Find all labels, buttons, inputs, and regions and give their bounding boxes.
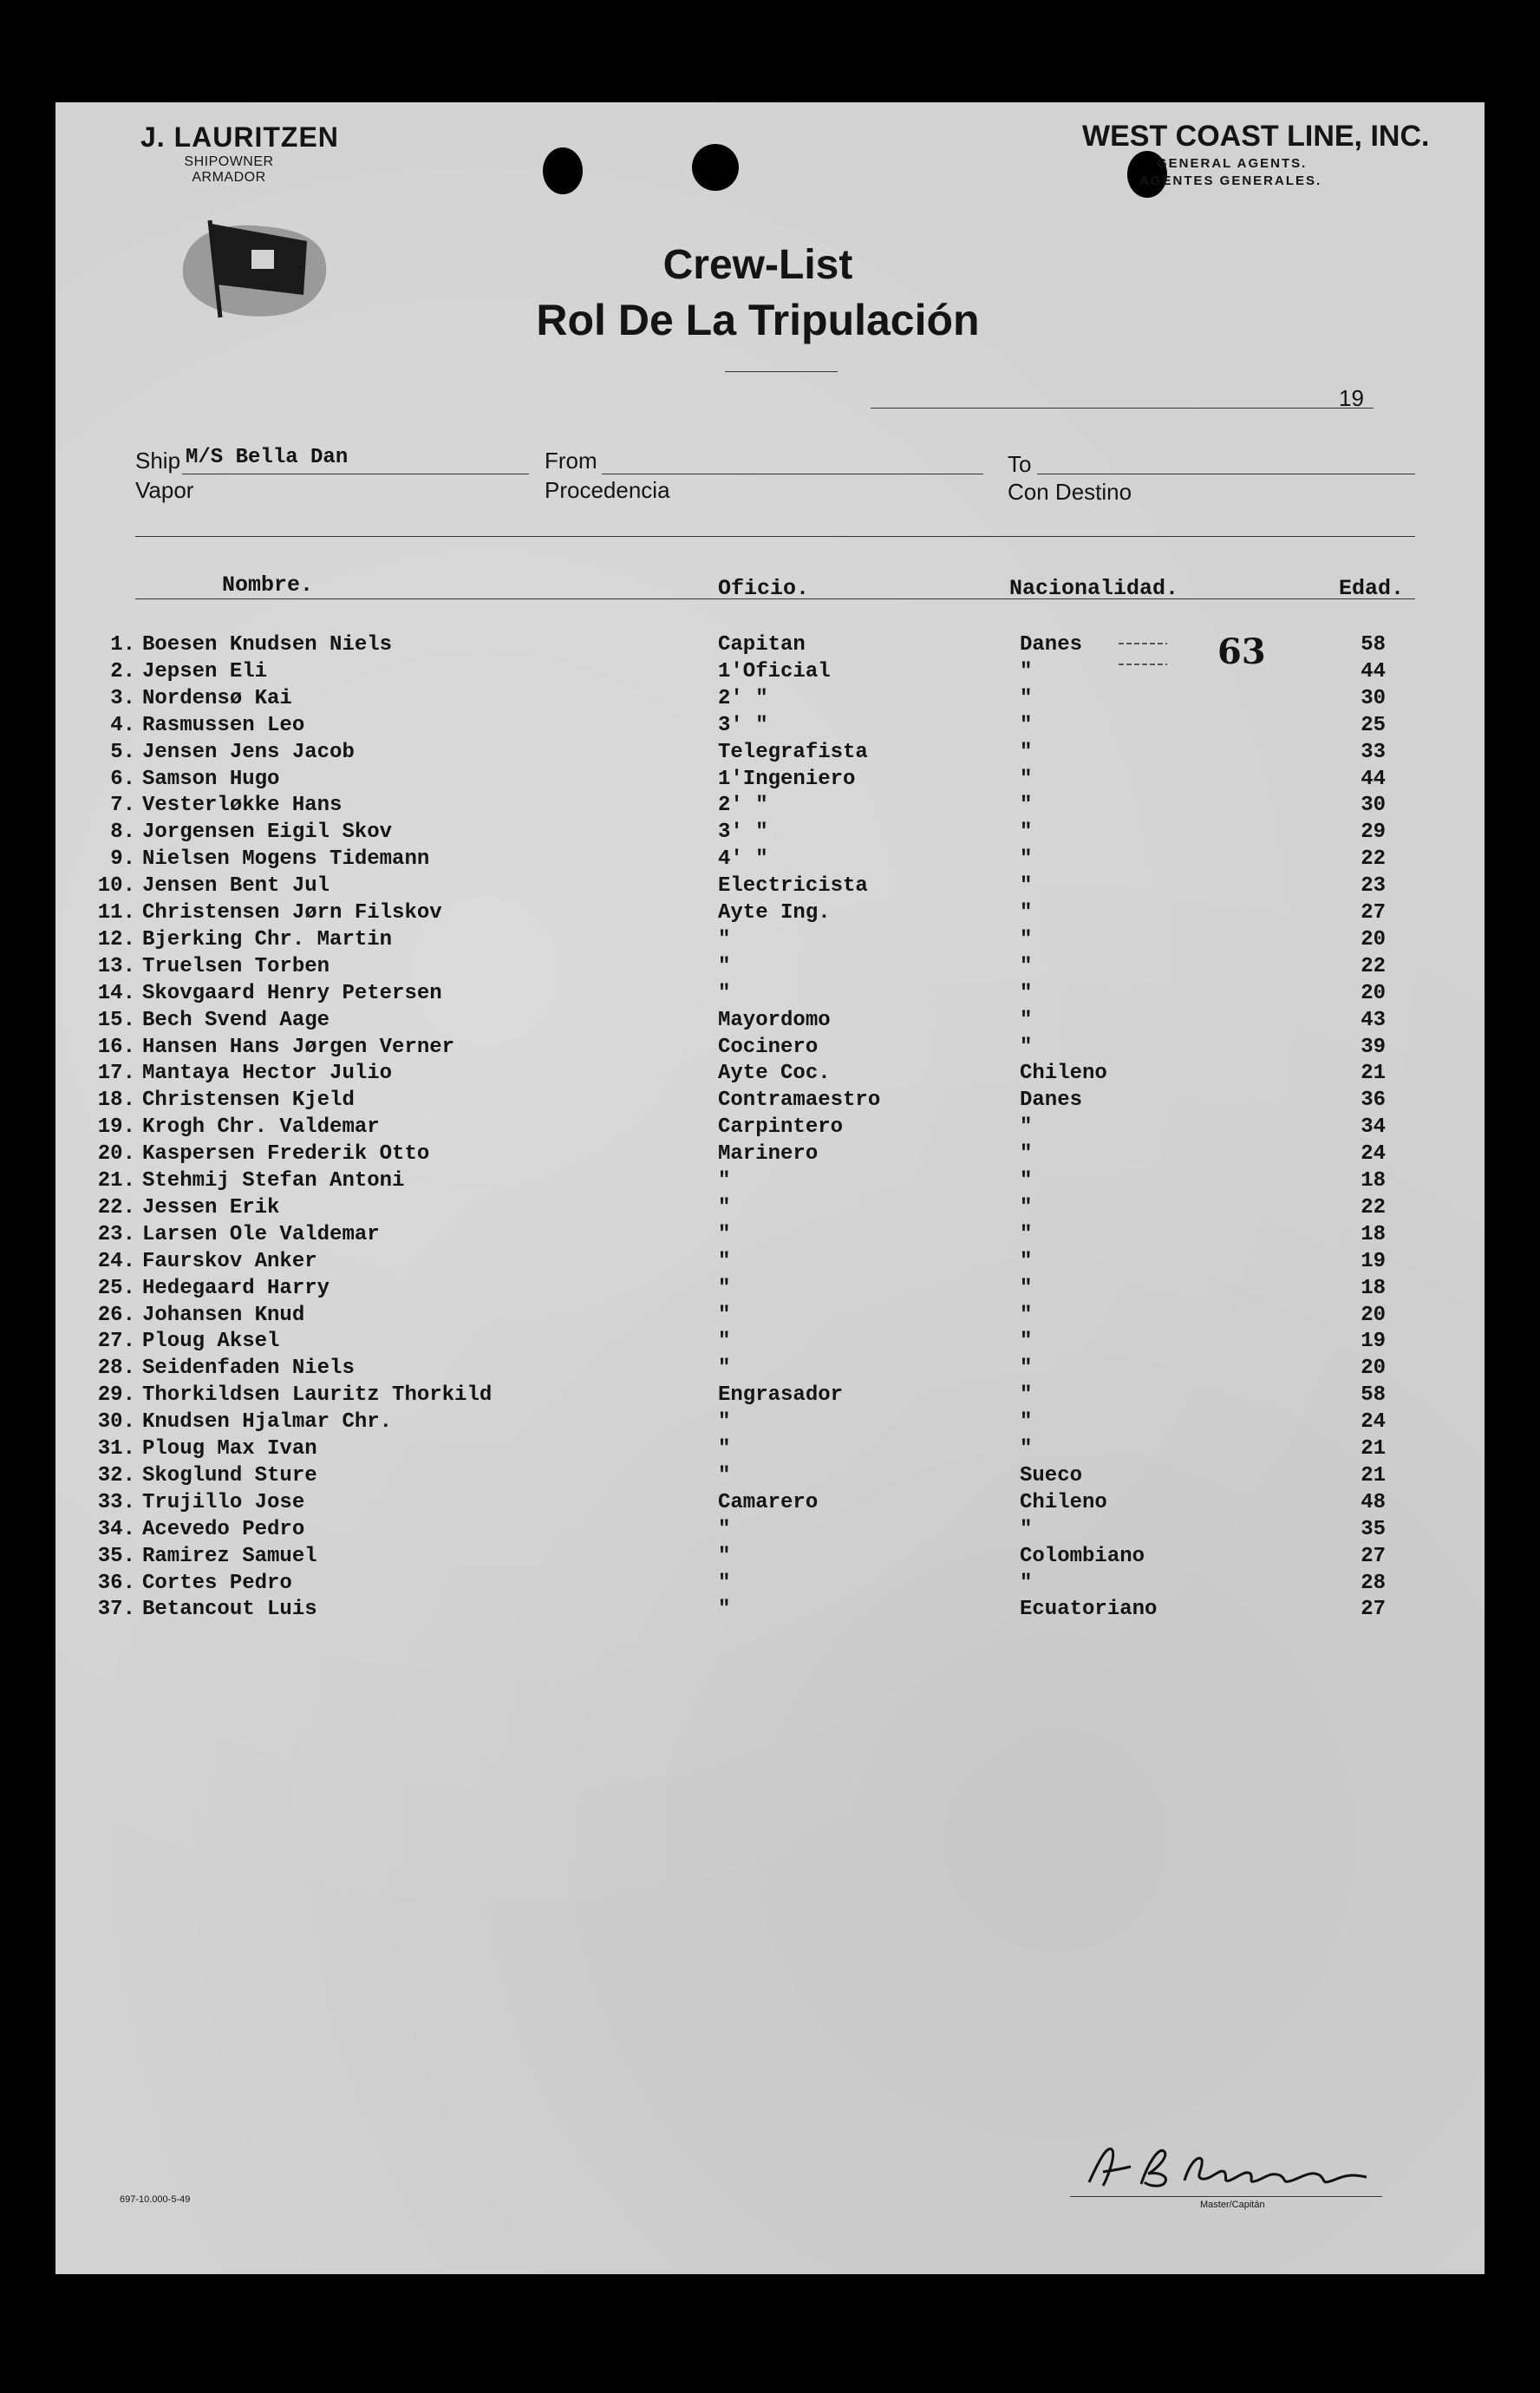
con-destino-label: Con Destino [1008, 479, 1132, 505]
crew-nationality: " [1020, 1035, 1033, 1059]
crew-job: " [718, 1437, 731, 1461]
column-header-job: Oficio. [718, 576, 810, 601]
table-row [55, 633, 1485, 659]
armador-subtitle: ARMADOR [192, 170, 266, 185]
crew-age: 30 [1361, 794, 1386, 818]
column-header-nationality: Nacionalidad. [1009, 576, 1179, 601]
agentes-generales-subtitle: AGENTES GENERALES. [1139, 173, 1322, 188]
crew-nationality: " [1020, 767, 1033, 791]
crew-age: 43 [1361, 1008, 1386, 1032]
crew-age: 35 [1361, 1517, 1386, 1541]
crew-number: 21. [97, 1169, 135, 1193]
shipowner-name: J. LAURITZEN [140, 121, 339, 153]
crew-name: Jensen Jens Jacob [142, 740, 355, 764]
crew-nationality: " [1020, 1249, 1033, 1273]
crew-number: 18. [97, 1089, 135, 1113]
captain-signature [1080, 2137, 1393, 2198]
crew-name: Hansen Hans Jørgen Verner [142, 1035, 455, 1059]
crew-job: 1'Oficial [718, 659, 831, 683]
crew-name: Jorgensen Eigil Skov [142, 821, 393, 845]
crew-name: Rasmussen Leo [142, 713, 305, 737]
crew-name: Samson Hugo [142, 767, 280, 791]
column-header-name: Nombre. [222, 572, 314, 598]
crew-age: 18 [1361, 1169, 1386, 1193]
crew-nationality: Colombiano [1020, 1544, 1145, 1568]
table-row [55, 1572, 1485, 1598]
crew-nationality: " [1020, 1222, 1033, 1246]
crew-number: 11. [97, 901, 135, 925]
crew-age: 20 [1361, 981, 1386, 1005]
crew-name: Jepsen Eli [142, 659, 268, 683]
crew-job: Ayte Ing. [718, 901, 831, 925]
crew-number: 16. [97, 1035, 135, 1059]
table-row [55, 1491, 1485, 1517]
crew-age: 27 [1361, 901, 1386, 925]
ship-label: Ship [135, 448, 181, 474]
table-row [55, 874, 1485, 900]
crew-job: Carpintero [718, 1115, 844, 1140]
crew-nationality: " [1020, 794, 1033, 818]
crew-job: " [718, 1517, 731, 1541]
crew-name: Knudsen Hjalmar Chr. [142, 1410, 393, 1435]
form-code: 697-10.000-5-49 [120, 2194, 191, 2205]
table-row [55, 1464, 1485, 1490]
handwritten-count: 63 [1217, 631, 1266, 672]
crew-nationality: " [1020, 686, 1033, 710]
vapor-label: Vapor [135, 477, 194, 503]
table-row [55, 1009, 1485, 1035]
table-row [55, 1330, 1485, 1356]
crew-job: " [718, 1303, 731, 1327]
crew-nationality: " [1020, 1330, 1033, 1354]
crew-name: Kaspersen Frederik Otto [142, 1142, 430, 1167]
crew-job: " [718, 981, 731, 1005]
crew-nationality: Danes [1020, 1089, 1083, 1113]
crew-job: Capitan [718, 633, 806, 657]
table-row [55, 1545, 1485, 1571]
crew-number: 27. [97, 1330, 135, 1354]
crew-number: 20. [97, 1142, 135, 1167]
column-header-age: Edad. [1339, 576, 1405, 601]
crew-number: 22. [97, 1195, 135, 1219]
crew-name: Skovgaard Henry Petersen [142, 981, 442, 1005]
crew-age: 20 [1361, 1357, 1386, 1381]
crew-number: 19. [97, 1115, 135, 1140]
crew-age: 21 [1361, 1463, 1386, 1487]
crew-job: 1'Ingeniero [718, 767, 856, 791]
crew-number: 2. [110, 659, 135, 683]
table-row [55, 928, 1485, 954]
crew-age: 24 [1361, 1410, 1386, 1435]
table-row [55, 1223, 1485, 1249]
crew-nationality: " [1020, 981, 1033, 1005]
crew-number: 3. [110, 686, 135, 710]
signature-line [1070, 2196, 1382, 2197]
crew-job: " [718, 1195, 731, 1219]
crew-number: 35. [97, 1544, 135, 1568]
crew-nationality: " [1020, 1115, 1033, 1140]
crew-job: 2' " [718, 686, 768, 710]
crew-name: Stehmij Stefan Antoni [142, 1169, 405, 1193]
crew-age: 58 [1361, 633, 1386, 657]
crew-nationality: " [1020, 1008, 1033, 1032]
crew-nationality: Chileno [1020, 1490, 1107, 1514]
crew-age: 21 [1361, 1437, 1386, 1461]
year-prefix: 19 [1339, 385, 1364, 411]
crew-number: 7. [110, 794, 135, 818]
crew-name: Betancout Luis [142, 1598, 317, 1622]
crew-name: Ramirez Samuel [142, 1544, 317, 1568]
crew-job: " [718, 927, 731, 951]
table-row [55, 1196, 1485, 1222]
crew-job: Contramaestro [718, 1089, 881, 1113]
crew-job: 2' " [718, 794, 768, 818]
crew-number: 4. [110, 713, 135, 737]
crew-age: 48 [1361, 1490, 1386, 1514]
crew-job: " [718, 1544, 731, 1568]
agent-company-name: WEST COAST LINE, INC. [1082, 120, 1430, 153]
crew-age: 39 [1361, 1035, 1386, 1059]
table-row [55, 1383, 1485, 1409]
table-row [55, 1518, 1485, 1544]
crew-name: Nordensø Kai [142, 686, 292, 710]
crew-nationality: " [1020, 1195, 1033, 1219]
crew-age: 27 [1361, 1544, 1386, 1568]
crew-age: 18 [1361, 1222, 1386, 1246]
crew-job: Mayordomo [718, 1008, 831, 1032]
crew-name: Christensen Kjeld [142, 1089, 355, 1113]
ship-value: M/S Bella Dan [186, 446, 349, 469]
crew-name: Jessen Erik [142, 1195, 280, 1219]
crew-age: 23 [1361, 874, 1386, 899]
table-row [55, 1089, 1485, 1115]
signature-label: Master/Capitán [1200, 2200, 1265, 2210]
crew-name: Jensen Bent Jul [142, 874, 330, 899]
crew-age: 44 [1361, 767, 1386, 791]
crew-name: Vesterløkke Hans [142, 794, 343, 818]
table-row [55, 1115, 1485, 1141]
crew-number: 10. [97, 874, 135, 899]
crew-job: 3' " [718, 821, 768, 845]
crew-nationality: " [1020, 927, 1033, 951]
crew-number: 28. [97, 1357, 135, 1381]
crew-number: 36. [97, 1571, 135, 1595]
crew-name: Trujillo Jose [142, 1490, 305, 1514]
crew-job: " [718, 1249, 731, 1273]
crew-nationality: Ecuatoriano [1020, 1598, 1158, 1622]
crew-job: " [718, 1571, 731, 1595]
crew-nationality: " [1020, 659, 1033, 683]
crew-nationality: " [1020, 874, 1033, 899]
crew-job: Camarero [718, 1490, 819, 1514]
crew-name: Seidenfaden Niels [142, 1357, 355, 1381]
fields-bottom-line [135, 536, 1415, 537]
crew-name: Thorkildsen Lauritz Thorkild [142, 1383, 493, 1408]
table-row [55, 901, 1485, 927]
crew-number: 8. [110, 821, 135, 845]
date-line [871, 408, 1374, 409]
table-row [55, 741, 1485, 767]
crew-name: Christensen Jørn Filskov [142, 901, 442, 925]
crew-age: 30 [1361, 686, 1386, 710]
crew-number: 32. [97, 1463, 135, 1487]
crew-job: " [718, 1169, 731, 1193]
shipowner-subtitle: SHIPOWNER [184, 154, 274, 169]
crew-nationality: " [1020, 1303, 1033, 1327]
crew-number: 5. [110, 740, 135, 764]
crew-number: 15. [97, 1008, 135, 1032]
table-row [55, 1357, 1485, 1383]
table-row [55, 1142, 1485, 1168]
crew-nationality: Danes [1020, 633, 1083, 657]
crew-name: Acevedo Pedro [142, 1517, 305, 1541]
crew-number: 14. [97, 981, 135, 1005]
crew-name: Faurskov Anker [142, 1249, 317, 1273]
table-row [55, 1062, 1485, 1088]
crew-age: 21 [1361, 1062, 1386, 1086]
crew-number: 26. [97, 1303, 135, 1327]
crew-job: Electricista [718, 874, 868, 899]
crew-job: " [718, 1222, 731, 1246]
crew-age: 20 [1361, 1303, 1386, 1327]
crew-name: Skoglund Sture [142, 1463, 317, 1487]
crew-age: 36 [1361, 1089, 1386, 1113]
crew-nationality: " [1020, 821, 1033, 845]
crew-age: 25 [1361, 713, 1386, 737]
table-row [55, 1410, 1485, 1436]
crew-age: 22 [1361, 954, 1386, 978]
table-row [55, 1169, 1485, 1195]
table-row [55, 660, 1485, 686]
crew-name: Larsen Ole Valdemar [142, 1222, 380, 1246]
crew-nationality: " [1020, 1276, 1033, 1300]
crew-job: " [718, 1357, 731, 1381]
crew-number: 24. [97, 1249, 135, 1273]
crew-number: 13. [97, 954, 135, 978]
crew-name: Bech Svend Aage [142, 1008, 330, 1032]
crew-number: 33. [97, 1490, 135, 1514]
crew-nationality: Chileno [1020, 1062, 1107, 1086]
crew-age: 44 [1361, 659, 1386, 683]
crew-list-document [55, 102, 1485, 2274]
crew-nationality: " [1020, 1169, 1033, 1193]
crew-age: 22 [1361, 1195, 1386, 1219]
crew-job: " [718, 1410, 731, 1435]
crew-nationality: " [1020, 1410, 1033, 1435]
table-row [55, 1437, 1485, 1463]
crew-age: 22 [1361, 847, 1386, 872]
crew-nationality: " [1020, 713, 1033, 737]
crew-age: 29 [1361, 821, 1386, 845]
crew-job: Engrasador [718, 1383, 844, 1408]
crew-name: Mantaya Hector Julio [142, 1062, 393, 1086]
crew-nationality: " [1020, 1437, 1033, 1461]
crew-number: 17. [97, 1062, 135, 1086]
crew-job: 4' " [718, 847, 768, 872]
crew-age: 20 [1361, 927, 1386, 951]
table-row [55, 1250, 1485, 1276]
crew-age: 33 [1361, 740, 1386, 764]
crew-age: 18 [1361, 1276, 1386, 1300]
crew-job: Marinero [718, 1142, 819, 1167]
crew-name: Ploug Max Ivan [142, 1437, 317, 1461]
crew-name: Truelsen Torben [142, 954, 330, 978]
title-english: Crew-List [662, 242, 853, 288]
table-row [55, 1598, 1485, 1624]
crew-number: 9. [110, 847, 135, 872]
crew-name: Cortes Pedro [142, 1571, 292, 1595]
table-row [55, 794, 1485, 820]
crew-number: 25. [97, 1276, 135, 1300]
table-row [55, 955, 1485, 981]
crew-job: " [718, 1463, 731, 1487]
table-row [55, 687, 1485, 713]
crew-nationality: " [1020, 954, 1033, 978]
crew-nationality: " [1020, 901, 1033, 925]
crew-nationality: " [1020, 740, 1033, 764]
from-label: From [545, 448, 597, 474]
crew-age: 58 [1361, 1383, 1386, 1408]
table-row [55, 982, 1485, 1008]
crew-nationality: " [1020, 1142, 1033, 1167]
crew-job: " [718, 1276, 731, 1300]
crew-name: Krogh Chr. Valdemar [142, 1115, 380, 1140]
crew-number: 37. [97, 1598, 135, 1622]
crew-job: Cocinero [718, 1035, 819, 1059]
crew-nationality: " [1020, 1517, 1033, 1541]
table-row [55, 1304, 1485, 1330]
title-underline [725, 371, 838, 372]
crew-name: Nielsen Mogens Tidemann [142, 847, 430, 872]
crew-age: 28 [1361, 1571, 1386, 1595]
procedencia-label: Procedencia [545, 477, 670, 503]
crew-age: 34 [1361, 1115, 1386, 1140]
to-label: To [1008, 451, 1032, 477]
crew-job: " [718, 1598, 731, 1622]
crew-number: 30. [97, 1410, 135, 1435]
table-row [55, 1036, 1485, 1062]
crew-nationality: " [1020, 1571, 1033, 1595]
crew-age: 19 [1361, 1330, 1386, 1354]
crew-nationality: " [1020, 847, 1033, 872]
crew-job: 3' " [718, 713, 768, 737]
crew-name: Ploug Aksel [142, 1330, 280, 1354]
general-agents-subtitle: GENERAL AGENTS. [1157, 156, 1308, 171]
crew-number: 1. [110, 633, 135, 657]
crew-job: " [718, 1330, 731, 1354]
crew-number: 29. [97, 1383, 135, 1408]
crew-name: Bjerking Chr. Martin [142, 927, 393, 951]
crew-nationality: Sueco [1020, 1463, 1083, 1487]
crew-age: 27 [1361, 1598, 1386, 1622]
title-spanish: Rol De La Tripulación [536, 296, 980, 344]
crew-nationality: " [1020, 1383, 1033, 1408]
crew-name: Johansen Knud [142, 1303, 305, 1327]
crew-number: 12. [97, 927, 135, 951]
header-underline [135, 598, 1415, 599]
crew-number: 6. [110, 767, 135, 791]
table-row [55, 768, 1485, 794]
crew-job: Telegrafista [718, 740, 868, 764]
crew-nationality: " [1020, 1357, 1033, 1381]
table-row [55, 847, 1485, 873]
crew-number: 23. [97, 1222, 135, 1246]
crew-job: Ayte Coc. [718, 1062, 831, 1086]
table-row [55, 1277, 1485, 1303]
crew-age: 24 [1361, 1142, 1386, 1167]
crew-age: 19 [1361, 1249, 1386, 1273]
crew-number: 31. [97, 1437, 135, 1461]
crew-number: 34. [97, 1517, 135, 1541]
crew-name: Boesen Knudsen Niels [142, 633, 393, 657]
crew-name: Hedegaard Harry [142, 1276, 330, 1300]
punch-hole [692, 144, 739, 191]
flag-logo-icon [177, 205, 333, 326]
crew-job: " [718, 954, 731, 978]
punch-hole [543, 147, 583, 194]
table-row [55, 821, 1485, 847]
table-row [55, 714, 1485, 740]
